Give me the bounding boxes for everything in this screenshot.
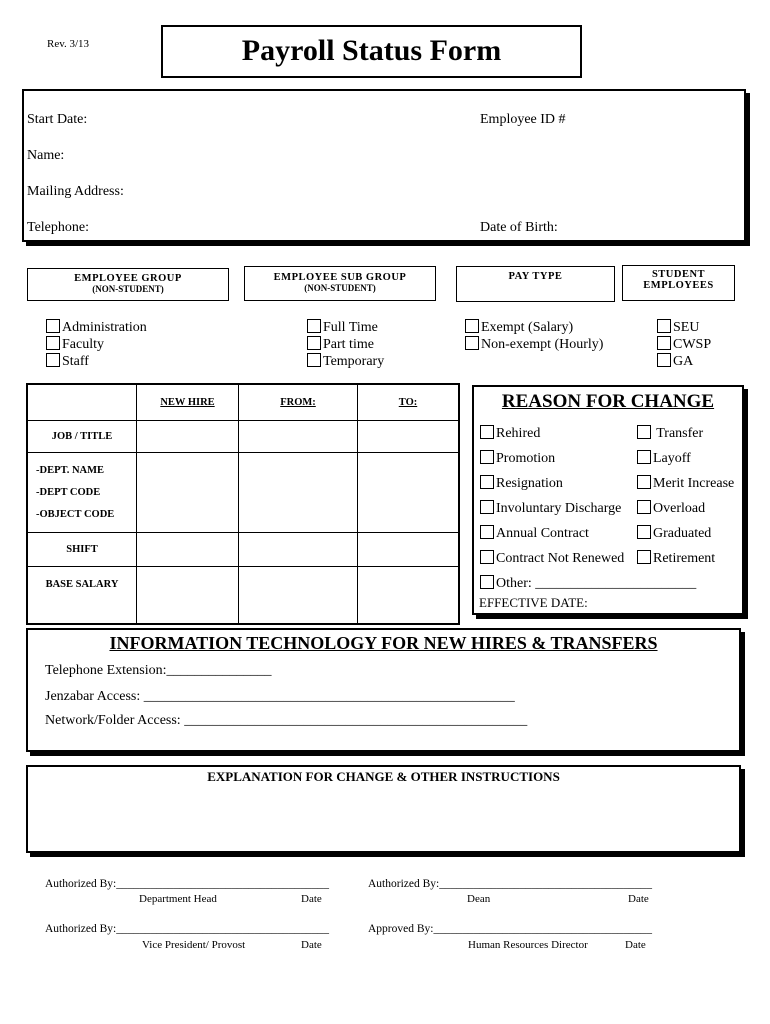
checkbox-cwsp[interactable]: CWSP <box>657 336 711 353</box>
employee-sub-group-options <box>307 319 384 370</box>
checkbox-icon[interactable] <box>465 319 479 333</box>
authorized-by-3[interactable]: Authorized By:_____________________________________ <box>45 923 329 935</box>
new-hire-shift-cell[interactable] <box>137 533 239 567</box>
checkbox-icon[interactable] <box>657 336 671 350</box>
to-dept-cell[interactable] <box>358 453 459 533</box>
header-to: TO: <box>358 385 459 421</box>
telephone-extension-field[interactable]: Telephone Extension:_______________ <box>45 663 272 678</box>
checkbox-icon[interactable] <box>46 319 60 333</box>
checkbox-icon[interactable] <box>637 525 651 539</box>
checkbox-icon[interactable] <box>657 319 671 333</box>
employee-group-subtitle: (NON-STUDENT) <box>92 284 164 294</box>
row-base-salary: BASE SALARY <box>28 567 137 624</box>
dob-label: Date of Birth: <box>480 220 558 235</box>
reason-right-options <box>637 421 734 571</box>
new-hire-dept-cell[interactable] <box>137 453 239 533</box>
checkbox-icon[interactable] <box>465 336 479 350</box>
jenzabar-access-field[interactable]: Jenzabar Access: _____________________________________________________ <box>45 689 515 704</box>
employee-sub-group-header <box>244 266 436 301</box>
checkbox-layoff[interactable]: Layoff <box>637 446 734 471</box>
checkbox-ga[interactable]: GA <box>657 353 711 370</box>
employee-id-label: Employee ID # <box>480 112 566 127</box>
row-dept-name: -DEPT. NAME <box>36 464 105 476</box>
date-label-1: Date <box>301 893 322 905</box>
from-dept-cell[interactable] <box>239 453 358 533</box>
checkbox-merit-increase[interactable]: Merit Increase <box>637 471 734 496</box>
mailing-address-label: Mailing Address: <box>27 184 124 199</box>
page-title: Payroll Status Form <box>241 34 502 67</box>
authorized-by-1[interactable]: Authorized By:_____________________________________ <box>45 878 329 890</box>
revision-label: Rev. 3/13 <box>47 38 90 50</box>
checkbox-seu[interactable]: SEU <box>657 319 711 336</box>
checkbox-icon[interactable] <box>637 425 651 439</box>
hr-director-label: Human Resources Director <box>468 939 588 951</box>
checkbox-icon[interactable] <box>637 500 651 514</box>
checkbox-icon[interactable] <box>480 500 494 514</box>
dean-label: Dean <box>467 893 491 905</box>
checkbox-icon[interactable] <box>307 319 321 333</box>
checkbox-temporary[interactable]: Temporary <box>307 353 384 370</box>
checkbox-icon[interactable] <box>480 425 494 439</box>
from-shift-cell[interactable] <box>239 533 358 567</box>
checkbox-icon[interactable] <box>637 550 651 564</box>
row-dept-code: -DEPT CODE <box>36 486 101 498</box>
checkbox-icon[interactable] <box>307 353 321 367</box>
student-employees-title-2: EMPLOYEES <box>643 280 714 291</box>
from-job-cell[interactable] <box>239 421 358 453</box>
checkbox-contract-not-renewed[interactable]: Contract Not Renewed <box>480 546 696 571</box>
to-salary-cell[interactable] <box>358 567 459 624</box>
checkbox-icon[interactable] <box>480 575 494 589</box>
date-label-4: Date <box>625 939 646 951</box>
employee-group-options <box>46 319 147 370</box>
checkbox-administration[interactable]: Administration <box>46 319 147 336</box>
date-label-3: Date <box>301 939 322 951</box>
checkbox-overload[interactable]: Overload <box>637 496 734 521</box>
from-salary-cell[interactable] <box>239 567 358 624</box>
authorized-by-2[interactable]: Authorized By:_____________________________________ <box>368 878 652 890</box>
reason-for-change-title: REASON FOR CHANGE <box>501 391 715 412</box>
explanation-title: EXPLANATION FOR CHANGE & OTHER INSTRUCTIONS <box>207 769 560 784</box>
header-from: FROM: <box>239 385 358 421</box>
to-shift-cell[interactable] <box>358 533 459 567</box>
employee-group-header <box>27 268 229 301</box>
pay-type-options <box>465 319 603 353</box>
row-dept <box>28 453 137 533</box>
position-table <box>27 384 459 624</box>
checkbox-exempt[interactable]: Exempt (Salary) <box>465 319 603 336</box>
date-label-2: Date <box>628 893 649 905</box>
to-job-cell[interactable] <box>358 421 459 453</box>
checkbox-icon[interactable] <box>480 450 494 464</box>
start-date-label: Start Date: <box>27 112 88 127</box>
checkbox-part-time[interactable]: Part time <box>307 336 384 353</box>
checkbox-promotion[interactable]: Promotion <box>480 446 696 471</box>
checkbox-rehired[interactable]: Rehired <box>480 421 696 446</box>
it-section-title: INFORMATION TECHNOLOGY FOR NEW HIRES & TRANSFERS <box>109 633 658 653</box>
header-new-hire: NEW HIRE <box>137 385 239 421</box>
checkbox-annual-contract[interactable]: Annual Contract <box>480 521 696 546</box>
checkbox-resignation[interactable]: Resignation <box>480 471 696 496</box>
checkbox-graduated[interactable]: Graduated <box>637 521 734 546</box>
new-hire-job-cell[interactable] <box>137 421 239 453</box>
vp-provost-label: Vice President/ Provost <box>142 939 246 951</box>
student-employees-options <box>657 319 711 370</box>
checkbox-full-time[interactable]: Full Time <box>307 319 384 336</box>
checkbox-icon[interactable] <box>480 475 494 489</box>
checkbox-involuntary-discharge[interactable]: Involuntary Discharge <box>480 496 696 521</box>
checkbox-staff[interactable]: Staff <box>46 353 147 370</box>
student-employees-title-1: STUDENT <box>651 269 706 280</box>
approved-by[interactable]: Approved By:______________________________________ <box>368 923 652 935</box>
checkbox-icon[interactable] <box>480 550 494 564</box>
network-access-field[interactable]: Network/Folder Access: _________________________________________________ <box>45 713 528 728</box>
checkbox-other[interactable]: Other: _______________________ <box>480 571 696 596</box>
student-employees-header <box>622 265 735 301</box>
checkbox-retirement[interactable]: Retirement <box>637 546 734 571</box>
title-box <box>161 25 582 78</box>
telephone-label: Telephone: <box>27 220 89 235</box>
checkbox-icon[interactable] <box>637 450 651 464</box>
name-label: Name: <box>27 148 65 163</box>
checkbox-icon[interactable] <box>657 353 671 367</box>
row-shift: SHIFT <box>28 533 137 567</box>
row-job-title: JOB / TITLE <box>28 421 137 453</box>
checkbox-faculty[interactable]: Faculty <box>46 336 147 353</box>
checkbox-icon[interactable] <box>307 336 321 350</box>
employee-sub-group-subtitle: (NON-STUDENT) <box>304 283 376 293</box>
employee-sub-group-title: EMPLOYEE SUB GROUP <box>273 272 407 283</box>
employee-group-title: EMPLOYEE GROUP <box>74 273 182 284</box>
employee-info-box <box>22 89 746 242</box>
checkbox-icon[interactable] <box>46 336 60 350</box>
checkbox-non-exempt[interactable]: Non-exempt (Hourly) <box>465 336 603 353</box>
effective-date-label: EFFECTIVE DATE: <box>479 595 588 610</box>
row-object-code: -OBJECT CODE <box>36 508 115 520</box>
pay-type-title: PAY TYPE <box>508 271 563 282</box>
dept-head-label: Department Head <box>139 893 217 905</box>
checkbox-icon[interactable] <box>46 353 60 367</box>
checkbox-icon[interactable] <box>637 475 651 489</box>
checkbox-transfer[interactable]: Transfer <box>637 421 734 446</box>
checkbox-icon[interactable] <box>480 525 494 539</box>
pay-type-header <box>456 266 615 302</box>
new-hire-salary-cell[interactable] <box>137 567 239 624</box>
